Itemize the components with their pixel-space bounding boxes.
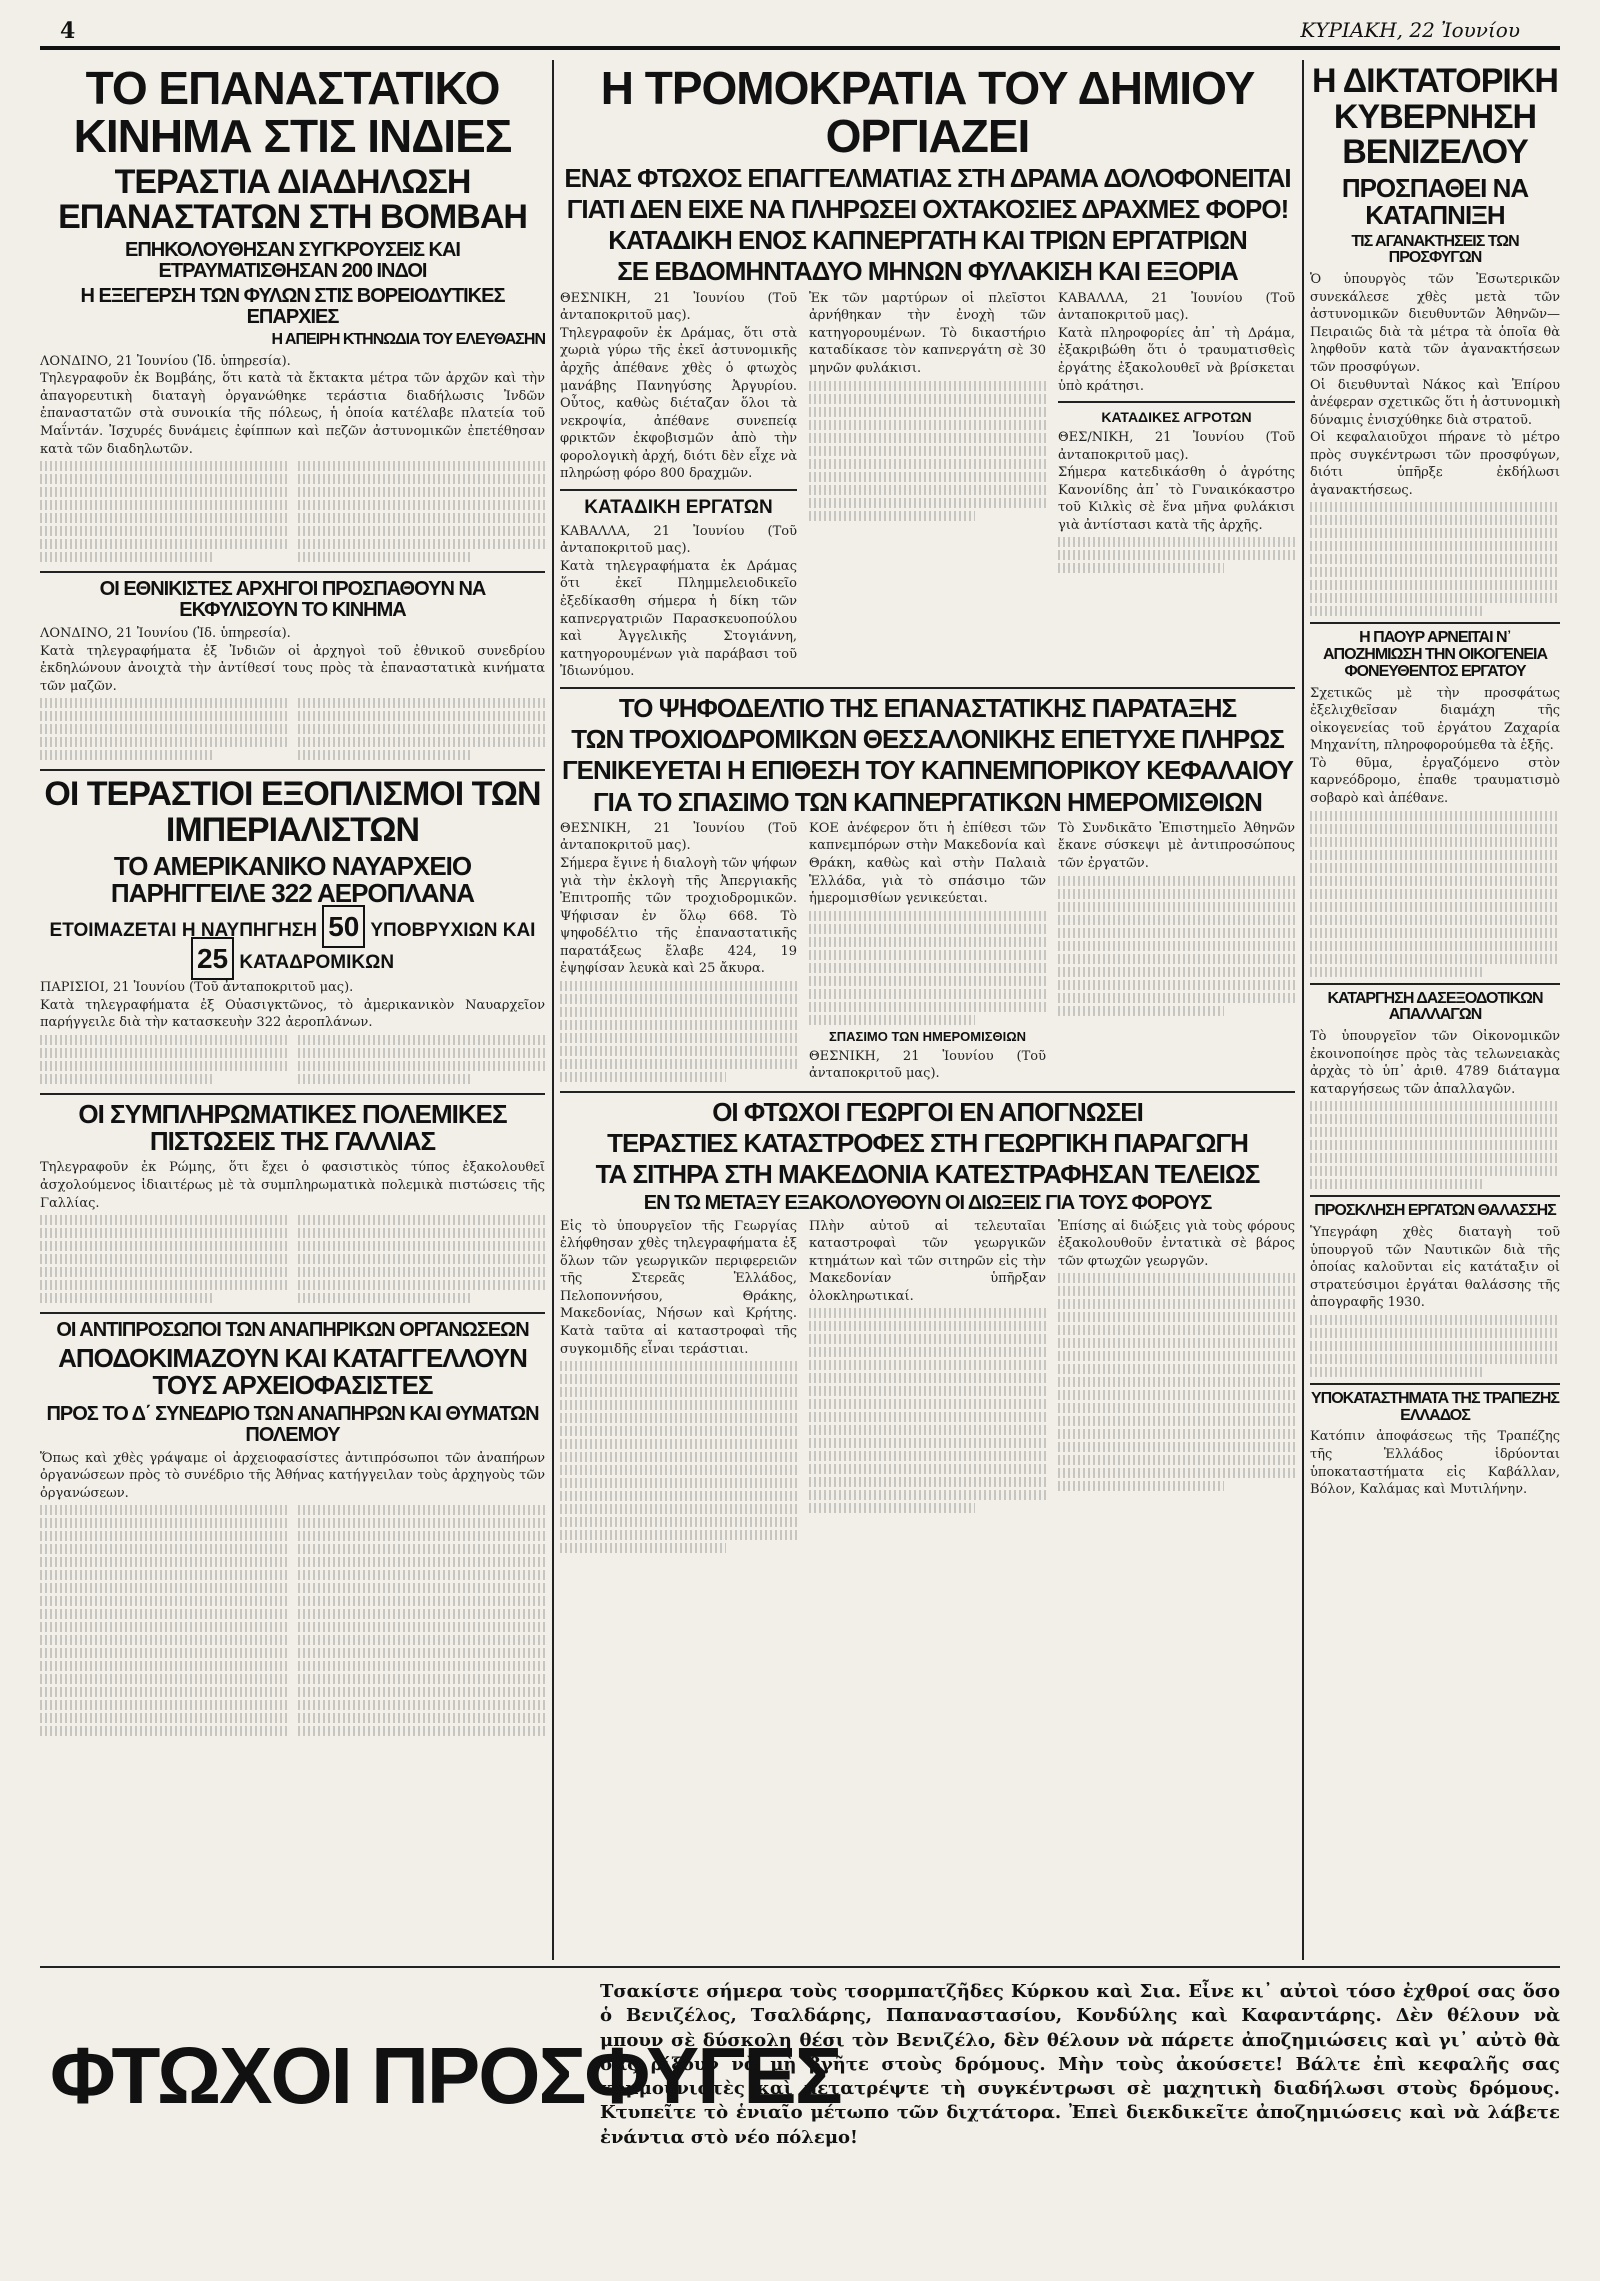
headline-refugee-outrage: ΤΙΣ ΑΓΑΝΑΚΤΗΣΕΙΣ ΤΩΝ ΠΡΟΣΦΥΓΩΝ	[1351, 232, 1519, 267]
article-text: Τὸ Συνδικᾶτο Ἐπιστημεῖο Ἀθηνῶν ἔκανε σύσκεψι μὲ ἀντιπροσώπους τῶν ἐργατῶν.	[1058, 820, 1295, 871]
kicker-brutality: Η ΑΠΕΙΡΗ ΚΤΗΝΩΔΙΑ ΤΟΥ ΕΛΕΥΘΑΣΗΝ	[271, 330, 545, 348]
divider	[40, 1312, 545, 1314]
column-india	[40, 60, 545, 1960]
header-dateline: ΚΥΡΙΑΚΗ, 22 Ἰουνίου	[1300, 18, 1520, 42]
kicker-wage-breaking: ΣΠΑΣΙΜΟ ΤΩΝ ΗΜΕΡΟΜΙΣΘΙΩΝ	[828, 1028, 1027, 1044]
divider	[1310, 1195, 1560, 1197]
article-columns	[40, 1032, 545, 1087]
headline-tramway-workers: ΤΩΝ ΤΡΟΧΙΟΔΡΟΜΙΚΩΝ ΘΕΣΣΑΛΟΝΙΚΗΣ ΕΠΕΤΥΧΕ ΠΛΗΡΩΣ	[571, 724, 1284, 755]
divider	[560, 489, 797, 491]
article-text: Οἱ κεφαλαιοῦχοι πήρανε τὸ μέτρο πρὸς συγκέντρωσι τῶν προσφύγων, διότι ὑπῆρξε ἐκδήλωσι ἀγανακτήσεως.	[1310, 430, 1560, 498]
article-text: ΚΟΕ ἀνέφερον ὅτι ἡ ἐπίθεσι τῶν καπνεμπόρων στὴν Μακεδονία καὶ Θράκη, καθὼς καὶ στὴν Παλαιὰ Ἑλλάδα, γιὰ τὸ σπάσιμο τῶν ἡμερομισθίων γενικεύεται.	[809, 820, 1046, 907]
headline-sea-workers-call: ΠΡΟΣΚΛΗΣΗ ΕΡΓΑΤΩΝ ΘΑΛΑΣΣΗΣ	[1314, 1202, 1556, 1220]
page-header	[0, 0, 1600, 60]
headline-bombay-demonstration: ΤΕΡΑΣΤΙΑ ΔΙΑΔΗΛΩΣΗ ΕΠΑΝΑΣΤΑΤΩΝ ΣΤΗ ΒΟΜΒΑΗ	[58, 162, 527, 237]
article-text: Κατὰ τηλεγραφήματα ἐξ Ἰνδιῶν οἱ ἀρχηγοὶ τοῦ ἐθνικοῦ συνεδρίου ἐκδηλώνουν ἀνοιχτὰ τὴν ἀντίθεσί τους πρὸς τὰ ἐπαναστατικὰ κινήματα τῶν μαζῶν.	[40, 643, 545, 694]
article-text: Τὸ θῦμα, ἐργαζόμενο στὸν καρνεόδρομο, ἐπαθε τραυματισμὸ σοβαρὸ καὶ ἀπέθανε.	[1310, 755, 1560, 807]
divider	[1310, 1383, 1560, 1385]
article-columns	[560, 820, 1295, 1085]
headline-french-credits: ΟΙ ΣΥΜΠΛΗΡΩΜΑΤΙΚΕΣ ΠΟΛΕΜΙΚΕΣ ΠΙΣΤΩΣΕΙΣ ΤΗΣ ΓΑΛΛΙΑΣ	[78, 1098, 507, 1157]
headline-congress: ΠΡΟΣ ΤΟ Δ΄ ΣΥΝΕΔΡΙΟ ΤΩΝ ΑΝΑΠΗΡΩΝ ΚΑΙ ΘΥΜΑΤΩΝ ΠΟΛΕΜΟΥ	[46, 1402, 539, 1446]
divider	[560, 687, 1295, 689]
page-number: 4	[60, 18, 76, 44]
article-text: Τηλεγραφοῦν ἐκ Δράμας, ὅτι στὰ χωριὰ γύρω τῆς ἐκεῖ ἀστυνομικῆς ἀρχῆς ἀπέθανε χθὲς ὁ φτωχὸς μανάβης Πανηγύσης Ἀργυρίου. Οὗτος, καθὼς διέταζαν ὅλοι τὰ νεκροψία, ἀπέθανε συνεπείᾳ φρικτῶν ἐκφοβισμῶν ἀπὸ τὴν φορολογικὴ ἀρχή, διότι δὲν εἶχε νὰ πληρώσῃ φόρο 800 δραχμῶν.	[560, 325, 797, 482]
article-text: Σχετικῶς μὲ τὴν προσφάτως ἐξελιχθεῖσαν διαμάχη τῆς οἰκογενείας τοῦ ἐργάτου Ζαχαρία Μηχανίτη, πληροφορούμεθα τὰ ἑξῆς.	[1310, 685, 1560, 754]
article-text: Κατόπιν ἀποφάσεως τῆς Τραπέζης τῆς Ἑλλάδος ἱδρύονται ὑποκαταστήματα εἰς Καβάλλαν, Βόλον, Καλάμας καὶ Μυτιλήνην.	[1310, 1429, 1560, 1498]
bottom-banner	[40, 1960, 1560, 2260]
headline-tax-persecutions: ΕΝ ΤΩ ΜΕΤΑΞΥ ΕΞΑΚΟΛΟΥΘΟΥΝ ΟΙ ΔΙΩΞΕΙΣ ΓΙΑ ΤΟΥΣ ΦΟΡΟΥΣ	[643, 1191, 1212, 1214]
article-text: Τηλεγραφοῦν ἐκ Βομβάης, ὅτι κατὰ τὰ ἔκτακτα μέτρα τῶν ἀρχῶν καὶ τὴν ἀπαγορευτικὴ διαταγὴ ὀργανώθηκε τεράστια διαδήλωσις Ἰνδῶν ἐπαναστατῶν στὰ συνοικία τῆς πόλεως, ἡ ὁποία κατέλαβε πλατεία τοῦ Μαΐντάν. Ἰσχυρές δυνάμεις ἐφίππων καὶ πεζῶν ἀστυνομικῶν ἐπετέθησαν κατὰ τῶν διαδηλωτῶν.	[40, 371, 545, 457]
headline-clashes: ΕΠΗΚΟΛΟΥΘΗΣΑΝ ΣΥΓΚΡΟΥΣΕΙΣ ΚΑΙ ΕΤΡΑΥΜΑΤΙΣΘΗΣΑΝ 200 ΙΝΔΟΙ	[125, 238, 460, 282]
headline-72-months: ΣΕ ΕΒΔΟΜΗΝΤΑΔΥΟ ΜΗΝΩΝ ΦΥΛΑΚΙΣΗ ΚΑΙ ΕΞΟΡΙΑ	[617, 256, 1238, 287]
submarines-text-a: ΕΤΟΙΜΑΖΕΤΑΙ Η ΝΑΥΠΗΓΗΣΗ	[49, 920, 317, 942]
divider	[40, 1093, 545, 1095]
article-text: Κατὰ τηλεγραφήματα ἐκ Δράμας ὅτι ἐκεῖ Πλημμελειοδικεῖο ἐξεδίκασθη σήμερα ἡ δίκη τῶν καπνεργατριῶν Παρασκευοπούλου καὶ Ἀγγελικῆς Στογιάννη, κατηγορουμένων γιὰ παράβασι τοῦ Ἰδιωνύμου.	[560, 558, 797, 680]
article-columns	[40, 458, 545, 565]
submarines-text-b: ΥΠΟΒΡΥΧΙΩΝ ΚΑΙ	[370, 920, 536, 942]
headline-exemptions-abolished: ΚΑΤΑΡΓΗΣΗ ΔΑΣΕΞΟΔΟΤΙΚΩΝ ΑΠΑΛΛΑΓΩΝ	[1327, 989, 1543, 1024]
article-dateline: ΘΕΣ/ΝΙΚΗ, 21 Ἰουνίου (Τοῦ ἀνταποκριτοῦ μας).	[1058, 430, 1295, 463]
column-dictatorship	[1310, 60, 1560, 1960]
headline-archeiofascists: ΑΠΟΔΟΚΙΜΑΖΟΥΝ ΚΑΙ ΚΑΤΑΓΓΕΛΛΟΥΝ ΤΟΥΣ ΑΡΧΕΙΟΦΑΣΙΣΤΕΣ	[58, 1343, 527, 1401]
article-text: Ἐκ τῶν μαρτύρων οἱ πλεῖστοι ἀρνήθηκαν τὴν ἐνοχὴ τῶν κατηγορουμένων. Τὸ δικαστήριο καταδίκασε τὸν καπνεργάτη σὲ 30 μηνῶν φυλάκισι.	[809, 290, 1046, 376]
article-columns	[40, 695, 545, 763]
headline-dictatorial-government: Η ΔΙΚΤΑΤΟΡΙΚΗ ΚΥΒΕΡΝΗΣΗ ΒΕΝΙΖΕΛΟΥ	[1312, 62, 1558, 172]
headline-agricultural-disasters: ΤΕΡΑΣΤΙΕΣ ΚΑΤΑΣΤΡΟΦΕΣ ΣΤΗ ΓΕΩΡΓΙΚΗ ΠΑΡΑΓΩΓΗ	[607, 1128, 1248, 1159]
article-dateline: ΘΕΣΝΙΚΗ, 21 Ἰουνίου (Τοῦ ἀνταποκριτοῦ μας).	[560, 290, 797, 324]
divider	[560, 1091, 1295, 1093]
headline-800-drachmas: ΓΙΑΤΙ ΔΕΝ ΕΙΧΕ ΝΑ ΠΛΗΡΩΣΕΙ ΟΧΤΑΚΟΣΙΕΣ ΔΡΑΧΜΕΣ ΦΟΡΟ!	[566, 193, 1289, 224]
article-text: Σήμερα κατεδικάσθη ὁ ἀγρότης Κανονίδης ἀπ᾽ τὸ Γυναικόκαστρο τοῦ Κιλκὶς σὲ ἕνα μῆνα φυλάκισι γιὰ ἀντίστασι κατὰ τῆς ἀρχῆς.	[1058, 465, 1295, 533]
headline-tribes-uprising: Η ΕΞΕΓΕΡΣΗ ΤΩΝ ΦΥΛΩΝ ΣΤΙΣ ΒΟΡΕΙΟΔΥΤΙΚΕΣ ΕΠΑΡΧΙΕΣ	[80, 284, 505, 328]
column-divider	[1302, 60, 1304, 1960]
headline-armaments: ΟΙ ΤΕΡΑΣΤΙΟΙ ΕΞΟΠΛΙΣΜΟΙ ΤΩΝ ΙΜΠΕΡΙΑΛΙΣΤΩΝ	[44, 775, 541, 849]
article-columns	[560, 290, 1295, 681]
article-text: Κατὰ πληροφορίες ἀπ᾽ τὴ Δράμα, ἐξακριβώθη ὅτι ὁ τραυματισθεὶς ἐργάτης ἐξακολουθεῖ νὰ βρίσκεται ὑπὸ κράτησι.	[1058, 325, 1295, 394]
headline-bank-branches: ΥΠΟΚΑΤΑΣΤΗΜΑΤΑ ΤΗΣ ΤΡΑΠΕΖΗΣ ΕΛΛΑΔΟΣ	[1310, 1389, 1559, 1424]
divider	[40, 571, 545, 573]
divider	[1058, 401, 1295, 403]
article-text: Πλὴν αὐτοῦ αἱ τελευταῖαι καταστροφαὶ τῶν γεωργικῶν κτημάτων καὶ τῶν σιτηρῶν εἰς τὴν Μακεδονίαν ὑπῆρξαν ὀλοκληρωτικαί.	[809, 1218, 1046, 1304]
article-columns	[40, 1502, 545, 1739]
article-dateline: ΘΕΣΝΙΚΗ, 21 Ἰουνίου (Τοῦ ἀνταποκριτοῦ μας).	[560, 820, 797, 854]
headline-macedonia-grain: ΤΑ ΣΙΤΗΡΑ ΣΤΗ ΜΑΚΕΔΟΝΙΑ ΚΑΤΕΣΤΡΑΦΗΣΑΝ ΤΕΛΕΙΩΣ	[595, 1159, 1260, 1190]
refugee-appeal-text: Τσακίστε σήμερα τοὺς τσορμπατζῆδες Κύρκου καὶ Σια. Εἶνε κι᾽ αὐτοὶ τόσο ἐχθροί σας ὅσο ὁ Βενιζέλος, Τσαλδάρης, Παπαναστασίου, Κονδύλης καὶ Καφαντάρης. Δὲν θέλουν νὰ μπουν σὲ δύσκολη θέσι τὸν Βενιζέλο, δὲν θέλουν νὰ πάρετε ἀποζημιώσεις καὶ γι᾽ αὐτὸ θὰ σᾶς ρίξουν νὰ μὴ βγῆτε στοὺς δρόμους. Μὴν τοὺς ἀκούσετε! Βάλτε ἐπὶ κεφαλῆς σας κομμουνιστὲς καὶ μετατρέψτε τὴ συγκέντρωσι σὲ μαχητικὴ διαδήλωσι στοὺς δρόμους. Κτυπεῖτε τὸ ἑνιαῖο μέτωπο τῶν διχτάτορα. Ἐπεὶ διεκδικεῖτε ἀποζημιώσεις καὶ νὰ λάβετε ἐνάντια στὸ νέο πόλεμο!	[600, 1981, 1560, 2148]
headline-capital-attack: ΓΕΝΙΚΕΥΕΤΑΙ Η ΕΠΙΘΕΣΗ ΤΟΥ ΚΑΠΝΕΜΠΟΡΙΚΟΥ ΚΕΦΑΛΑΙΟΥ	[562, 755, 1293, 786]
headline-poor-farmers: ΟΙ ΦΤΩΧΟΙ ΓΕΩΡΓΟΙ ΕΝ ΑΠΟΓΝΩΣΕΙ	[712, 1096, 1143, 1127]
cruisers-count: 25	[191, 937, 234, 980]
kicker-workers-sentence: ΚΑΤΑΔΙΚΗ ΕΡΓΑΤΩΝ	[584, 496, 773, 518]
article-dateline: ΛΟΝΔΙΝΟ, 21 Ἰουνίου (Ἰδ. ὑπηρεσία).	[40, 626, 291, 642]
header-rule	[40, 46, 1560, 50]
headline-tries-to-suppress: ΠΡΟΣΠΑΘΕΙ ΝΑ ΚΑΤΑΠΝΙΞΗ	[1341, 173, 1529, 231]
article-text: Εἰς τὸ ὑπουργεῖον τῆς Γεωργίας ἐλήφθησαν χθὲς τηλεγραφήματα ἐξ ὅλων τῶν γεωργικῶν περιφερειῶν τῆς Στερεᾶς Ἑλλάδος, Πελοποννήσου, Θράκης, Μακεδονίας, Νήσων καὶ Κρήτης. Κατὰ ταῦτα αἱ καταστροφαὶ τῆς συγκομιδῆς εἶναι τεράστιαι.	[560, 1218, 797, 1357]
article-dateline: ΚΑΒΑΛΛΑ, 21 Ἰουνίου (Τοῦ ἀνταποκριτοῦ μας).	[1058, 290, 1295, 324]
headline-american-admiralty: ΤΟ ΑΜΕΡΙΚΑΝΙΚΟ ΝΑΥΑΡΧΕΙΟ ΠΑΡΗΓΓΕΙΛΕ 322 ΑΕΡΟΠΛΑΝΑ	[110, 850, 475, 908]
divider	[1310, 622, 1560, 624]
article-text: Οἱ διευθυνταὶ Νάκος καὶ Ἐπίρου ἀνέφεραν σχετικῶς ὅτι ἡ ἀστυνομικὴ δύναμις ἐνισχύθηκε διὰ στρατοῦ.	[1310, 377, 1560, 428]
headline-wage-breaking: ΓΙΑ ΤΟ ΣΠΑΣΙΜΟ ΤΩΝ ΚΑΠΝΕΡΓΑΤΙΚΩΝ ΗΜΕΡΟΜΙΣΘΙΩΝ	[593, 786, 1262, 817]
article-text: Τηλεγραφοῦν ἐκ Ρώμης, ὅτι ἔχει ὁ φασιστικὸς τύπος ἐξακολουθεῖ ἀσχολούμενος ἰδιαιτέρως μὲ τὰ συμπληρωματικὰ πολεμικὰ πιστώσεις τῆς Γαλλίας.	[40, 1160, 545, 1211]
article-text: Τὸ ὑπουργεῖον τῶν Οἰκονομικῶν ἐκοινοποίησε πρὸς τὰς τελωνειακὰς ἀρχὰς τὸ ὑπ᾽ ἀριθ. 4789 διάταγμα καταργήσεως τῶν ἀπαλλαγῶν.	[1310, 1029, 1560, 1097]
submarines-text-c: ΚΑΤΑΔΡΟΜΙΚΩΝ	[239, 952, 395, 974]
headline-tobacco-worker-sentence: ΚΑΤΑΔΙΚΗ ΕΝΟΣ ΚΑΠΝΕΡΓΑΤΗ ΚΑΙ ΤΡΙΩΝ ΕΡΓΑΤΡΙΩΝ	[608, 225, 1247, 256]
article-text: Ὅπως καὶ χθὲς γράψαμε οἱ ἀρχειοφασίστες ἀντιπρόσωποι τῶν ἀναπήρων ὀργανώσεων πρὸς τὸ συνέδριο τῆς Ἀθήνας κατήγγειλαν τοὺς ἀρχηγοὺς τῶν ὀργανώσεων.	[40, 1450, 545, 1501]
headline-india-movement: ΤΟ ΕΠΑΝΑΣΤΑΤΙΚΟ ΚΙΝΗΜΑ ΣΤΙΣ ΙΝΔΙΕΣ	[73, 62, 512, 163]
headline-nationalist-leaders: ΟΙ ΕΘΝΙΚΙΣΤΕΣ ΑΡΧΗΓΟΙ ΠΡΟΣΠΑΘΟΥΝ ΝΑ ΕΚΦΥΛΙΣΟΥΝ ΤΟ ΚΙΝΗΜΑ	[99, 578, 486, 622]
column-divider	[552, 60, 554, 1960]
poor-refugees-title: ΦΤΩΧΟΙ ΠΡΟΣΦΥΓΕΣ	[50, 2031, 841, 2120]
headline-drama-murder: ΕΝΑΣ ΦΤΩΧΟΣ ΕΠΑΓΓΕΛΜΑΤΙΑΣ ΣΤΗ ΔΡΑΜΑ ΔΟΛΟΦΟΝΕΙΤΑΙ	[564, 162, 1291, 193]
article-text: Ὁ ὑπουργὸς τῶν Ἐσωτερικῶν συνεκάλεσε χθὲς μετὰ τῶν ἀστυνομικῶν διευθυντῶν Ἀθηνῶν—Πειραιῶς διὰ τὰ μέτρα τὰ ὁποῖα θὰ ληφθοῦν κατὰ τῶν ἀγανακτήσεων τῶν προσφύγων.	[1310, 272, 1560, 375]
article-dateline: ΚΑΒΑΛΛΑ, 21 Ἰουνίου (Τοῦ ἀνταποκριτοῦ μας).	[560, 523, 797, 557]
divider	[40, 1966, 1560, 1968]
article-text: Ὑπεγράφη χθὲς διαταγὴ τοῦ ὑπουργοῦ τῶν Ναυτικῶν διὰ τῆς ὁποίας καλοῦνται εἰς κατάταξιν οἱ στρατεύσιμοι ἐργάται θαλάσσης τῆς ἀπογραφῆς 1930.	[1310, 1225, 1560, 1311]
submarines-count: 50	[322, 905, 365, 948]
article-text: Ἐπίσης αἱ διώξεις γιὰ τοὺς φόρους ἐξακολουθοῦν ἐντατικὰ σὲ βάρος τῶν φτωχῶν γεωργῶν.	[1058, 1218, 1295, 1269]
article-columns	[560, 1218, 1295, 1556]
article-dateline: ΛΟΝΔΙΝΟ, 21 Ἰουνίου (Ἰδ. ὑπηρεσία).	[40, 353, 291, 369]
divider	[1310, 983, 1560, 985]
headline-ballot: ΤΟ ΨΗΦΟΔΕΛΤΙΟ ΤΗΣ ΕΠΑΝΑΣΤΑΤΙΚΗΣ ΠΑΡΑΤΑΞΗΣ	[618, 692, 1237, 723]
headline-executioner: Η ΤΡΟΜΟΚΡΑΤΙΑ ΤΟΥ ΔΗΜΙΟΥ ΟΡΓΙΑΖΕΙ	[600, 62, 1255, 163]
column-terror	[560, 60, 1295, 1960]
article-text: Κατὰ τηλεγραφήματα ἐξ Οὐασιγκτῶνος, τὸ ἀμερικανικὸν Ναυαρχεῖον παρήγγειλε διὰ τὴν κατασκευὴν 322 ἀεροπλάνων.	[40, 997, 545, 1031]
headline-submarines	[40, 911, 545, 975]
article-text: Σήμερα ἔγινε ἡ διαλογὴ τῶν ψήφων γιὰ τὴν ἐκλογὴ τῆς Ἀπεργιακῆς Ἐπιτροπῆς τῶν τροχιοδρομικῶν. Ψήφισαν ἐν ὅλῳ 668. Τὸ ψηφοδέλτιο τῆς ἐπαναστατικῆς παρατάξεως ἔλαβε 424, 19 ἐψηφίσαν λευκὰ καὶ 25 ἄκυρα.	[560, 856, 797, 977]
article-dateline: ΠΑΡΙΣΙΟΙ, 21 Ἰουνίου (Τοῦ ἀνταποκριτοῦ μας).	[40, 980, 354, 996]
kicker-farmers-sentence: ΚΑΤΑΔΙΚΕΣ ΑΓΡΟΤΩΝ	[1101, 409, 1252, 426]
article-dateline: ΘΕΣΝΙΚΗ, 21 Ἰουνίου (Τοῦ ἀνταποκριτοῦ μας).	[809, 1048, 1046, 1082]
divider	[40, 769, 545, 771]
headline-paour-compensation: Η ΠΑΟΥΡ ΑΡΝΕΙΤΑΙ Ν᾽ ΑΠΟΖΗΜΙΩΣΗ ΤΗΝ ΟΙΚΟΓΕΝΕΙΑ ΦΟΝΕΥΘΕΝΤΟΣ ΕΡΓΑΤΟΥ	[1322, 629, 1548, 680]
headline-disabled-representatives: ΟΙ ΑΝΤΙΠΡΟΣΩΠΟΙ ΤΩΝ ΑΝΑΠΗΡΙΚΩΝ ΟΡΓΑΝΩΣΕΩΝ	[56, 1319, 529, 1342]
article-columns	[40, 1212, 545, 1306]
